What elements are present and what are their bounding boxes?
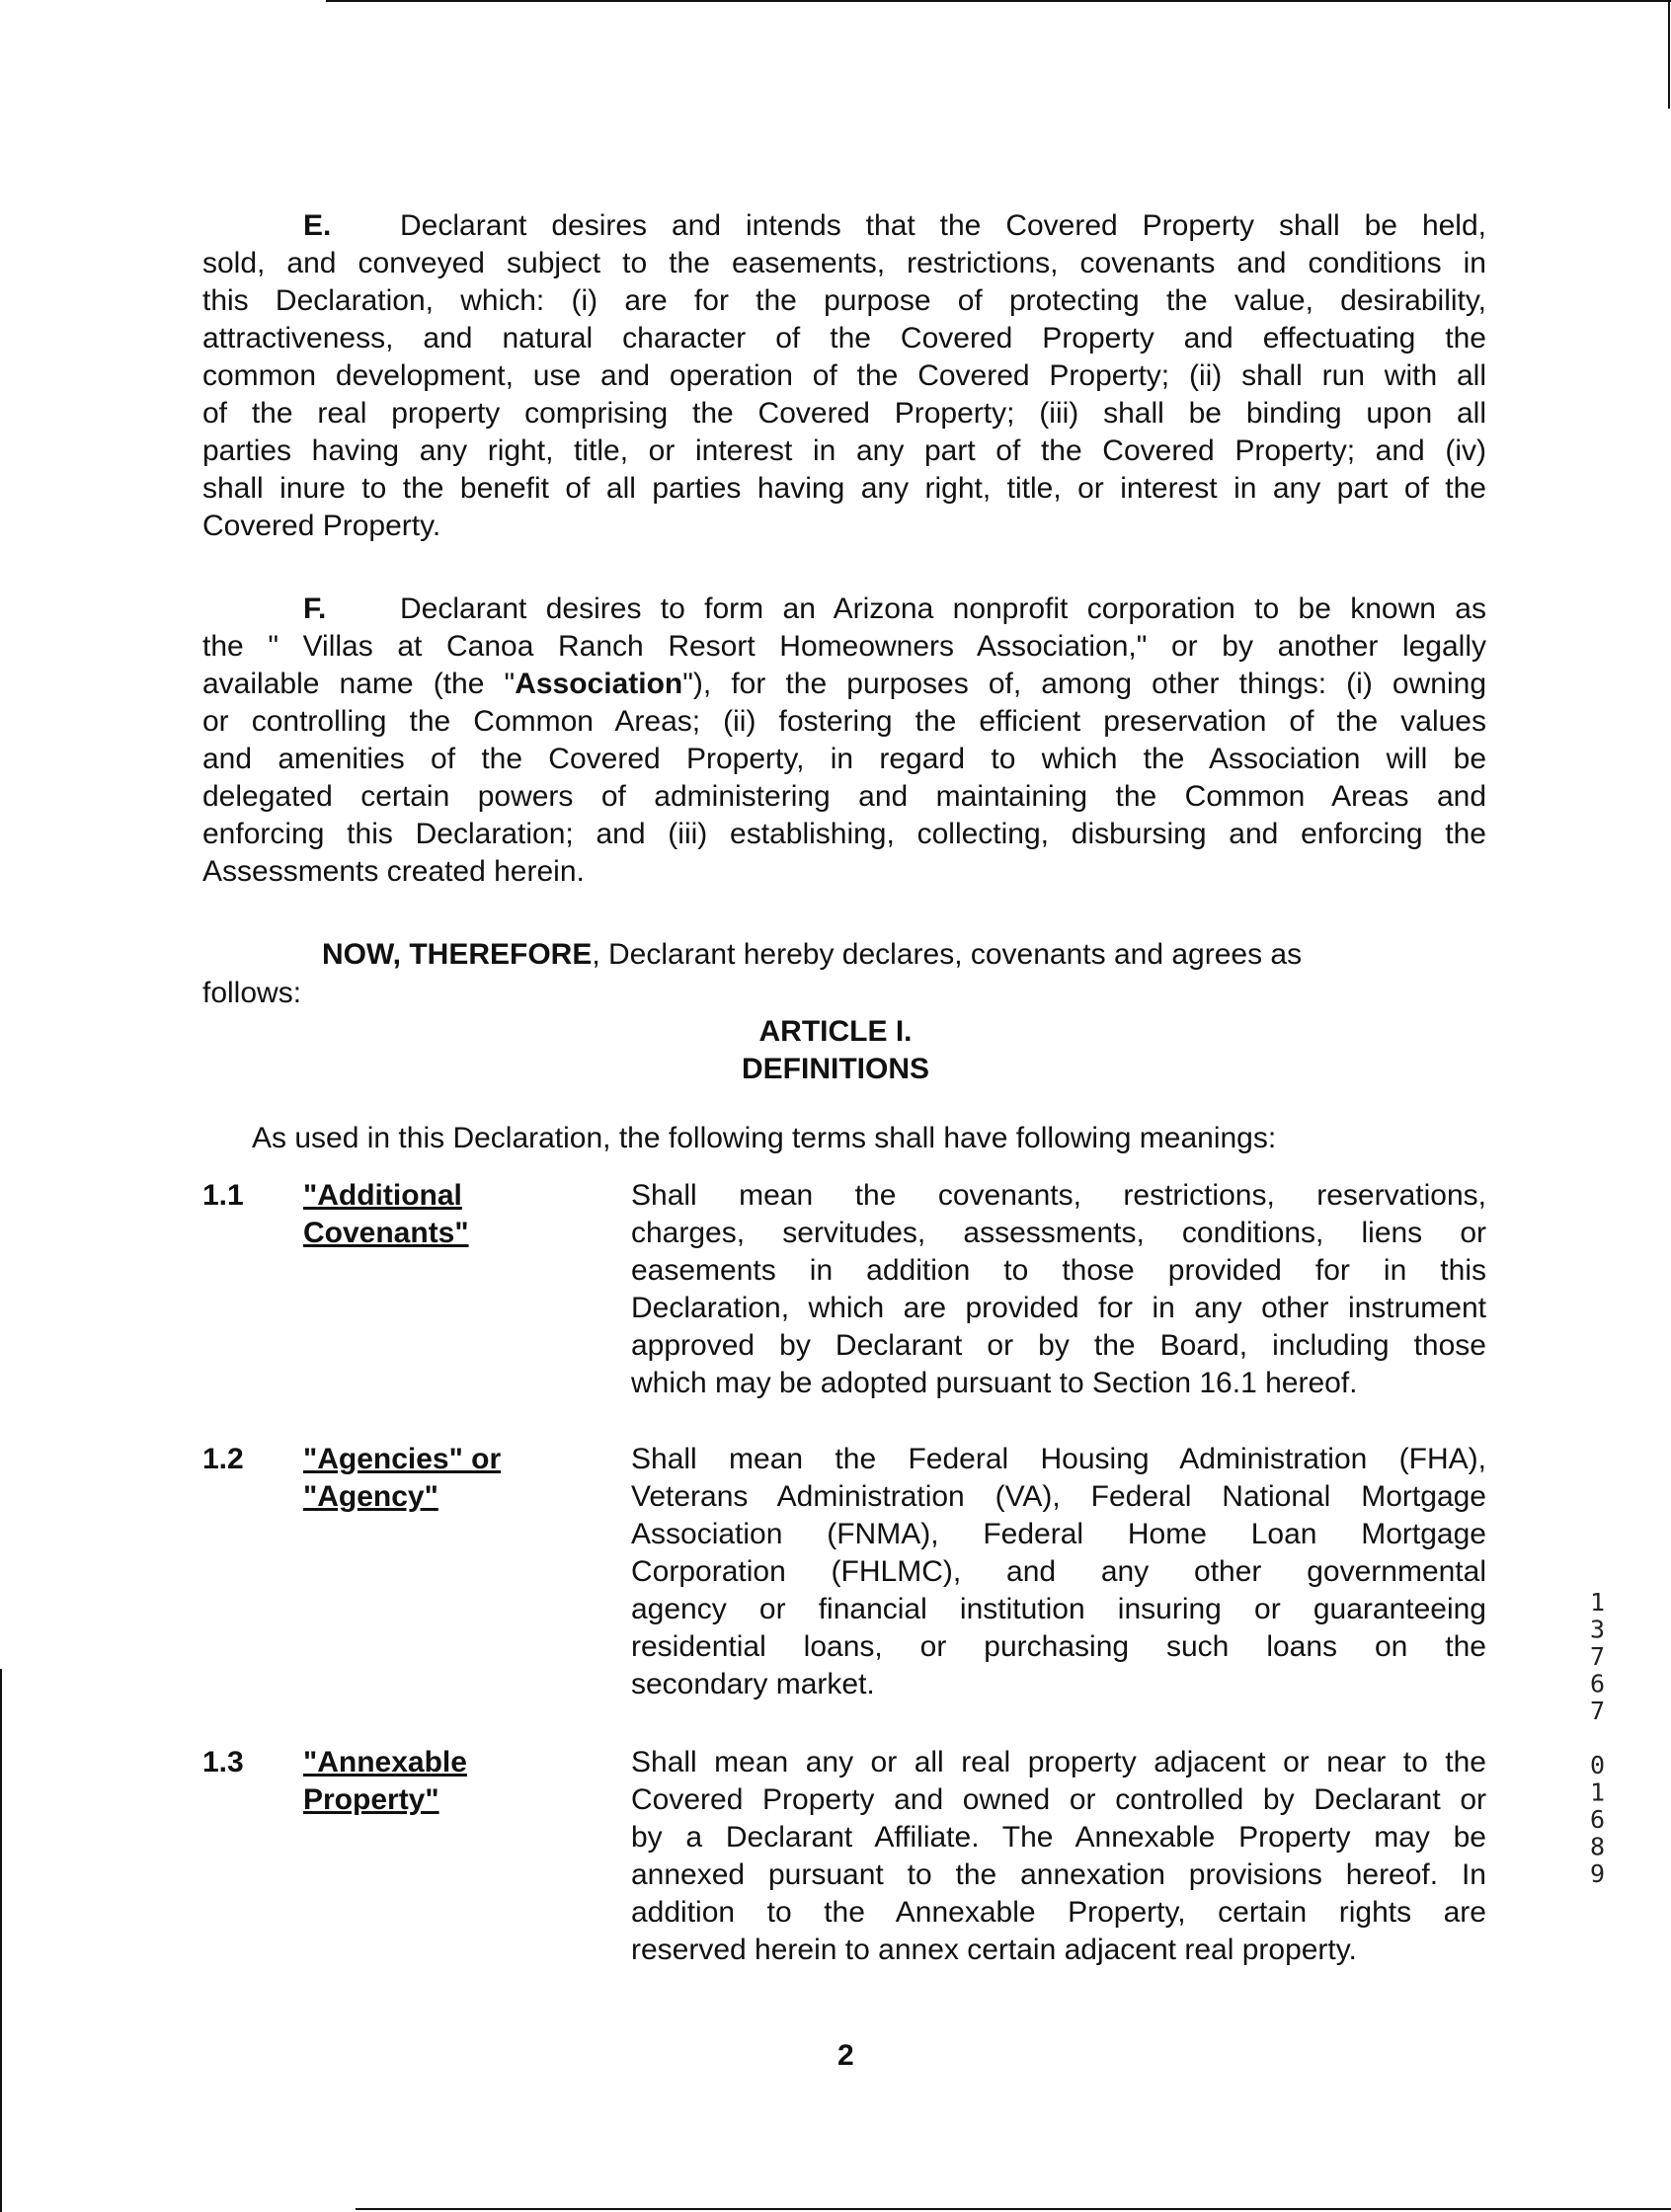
definition-line: residential loans, or purchasing such loans on the <box>631 1630 1486 1663</box>
right-border-line <box>1668 0 1670 109</box>
paragraph-line: parties having any right, title, or interest in any part of the Covered Property; and (iv) <box>202 434 1486 467</box>
definition-term-line: "Agency" <box>303 1480 438 1513</box>
definition-text <box>631 1441 1486 1703</box>
definition-line: addition to the Annexable Property, certain rights are <box>631 1896 1486 1929</box>
definition-term-line: "Agencies" or <box>303 1443 502 1475</box>
paragraph-label: E. <box>303 209 332 242</box>
definition-line: Veterans Administration (VA), Federal National Mortgage <box>631 1480 1486 1513</box>
definition-term <box>303 1744 467 1819</box>
paragraph-line: Covered Property. <box>202 510 441 542</box>
paragraph-line: of the real property comprising the Covered Property; (iii) shall be binding upon all <box>202 397 1486 430</box>
definition-line: Corporation (FHLMC), and any other governmental <box>631 1555 1486 1588</box>
paragraph-line: this Declaration, which: (i) are for the purpose of protecting the value, desirability, <box>202 284 1486 317</box>
bottom-border-line <box>356 2208 1671 2210</box>
page-number: 2 <box>837 2039 854 2072</box>
paragraph-line <box>202 207 1486 245</box>
paragraph-line: delegated certain powers of administering and maintaining the Common Areas and <box>202 780 1486 813</box>
definition-line: Shall mean the covenants, restrictions, reservations, <box>631 1179 1486 1212</box>
definition-text <box>631 1177 1486 1402</box>
article-title: DEFINITIONS <box>741 1053 929 1085</box>
paragraph-line: sold, and conveyed subject to the easements, restrictions, covenants and conditions in <box>202 247 1486 279</box>
now-therefore-line <box>322 936 1302 974</box>
now-therefore-bold: NOW, THEREFORE <box>322 938 593 971</box>
paragraph-line <box>202 591 1486 628</box>
definition-text <box>631 1744 1486 1969</box>
definition-term <box>303 1177 469 1252</box>
definition-line: Declaration, which are provided for in any other instrument <box>631 1292 1486 1324</box>
definition-line: Shall mean any or all real property adjacent or near to the <box>631 1746 1486 1778</box>
definition-line: Covered Property and owned or controlled by Declarant or <box>631 1783 1486 1816</box>
definition-line: approved by Declarant or by the Board, including those <box>631 1329 1486 1362</box>
paragraph-line: and amenities of the Covered Property, in regard to which the Association will be <box>202 743 1486 775</box>
now-therefore-text: , Declarant hereby declares, covenants and agrees as <box>592 938 1303 971</box>
article-number: ARTICLE I. <box>758 1015 913 1048</box>
definition-line: easements in addition to those provided for in this <box>631 1254 1486 1287</box>
left-border-line <box>0 1669 2 2212</box>
definition-line: secondary market. <box>631 1668 875 1700</box>
definition-term-line: Covenants" <box>303 1217 469 1249</box>
definition-line: agency or financial institution insuring or guaranteeing <box>631 1593 1486 1625</box>
paragraph-first-line-text: Declarant desires to form an Arizona nonprofit corporation to be known as <box>400 592 1486 625</box>
definition-number: 1.3 <box>202 1746 244 1778</box>
definition-line: reserved herein to annex certain adjacent real property. <box>631 1934 1357 1966</box>
paragraph-line: attractiveness, and natural character of the Covered Property and effectuating the <box>202 322 1486 355</box>
paragraph-line: shall inure to the benefit of all parties having any right, title, or interest in any part of the <box>202 472 1486 505</box>
paragraph-line: enforcing this Declaration; and (iii) establishing, collecting, disbursing and enforcing the <box>202 818 1486 850</box>
paragraph-first-line-text: Declarant desires and intends that the Covered Property shall be held, <box>400 209 1486 242</box>
definition-term-line: "Annexable <box>303 1746 467 1778</box>
now-therefore-continuation: follows: <box>202 977 302 1009</box>
paragraph-label: F. <box>303 592 327 625</box>
paragraph-line: the " Villas at Canoa Ranch Resort Homeowners Association," or by another legally <box>202 630 1486 663</box>
definition-line: Association (FNMA), Federal Home Loan Mortgage <box>631 1518 1486 1550</box>
top-border-line <box>326 0 1671 2</box>
definition-term-line: Property" <box>303 1783 439 1816</box>
paragraph-line: or controlling the Common Areas; (ii) fostering the efficient preservation of the values <box>202 705 1486 738</box>
recording-number: 13767 01689 <box>1583 1588 1612 1887</box>
definition-line: by a Declarant Affiliate. The Annexable Property may be <box>631 1821 1486 1854</box>
definition-term <box>303 1441 501 1516</box>
definition-number: 1.1 <box>202 1179 244 1212</box>
definition-line: Shall mean the Federal Housing Administration (FHA), <box>631 1443 1486 1475</box>
definition-number: 1.2 <box>202 1443 244 1475</box>
definition-line: which may be adopted pursuant to Section 16.1 hereof. <box>631 1367 1358 1399</box>
paragraph-e <box>202 207 1486 545</box>
paragraph-line: Assessments created herein. <box>202 855 585 888</box>
definition-term-line: "Additional <box>303 1179 462 1212</box>
definition-line: charges, servitudes, assessments, conditions, liens or <box>631 1217 1486 1249</box>
definitions-intro: As used in this Declaration, the following terms shall have following meanings: <box>252 1122 1277 1154</box>
definition-line: annexed pursuant to the annexation provisions hereof. In <box>631 1858 1486 1891</box>
paragraph-line: available name (the "Association"), for the purposes of, among other things: (i) owning <box>202 668 1487 700</box>
paragraph-line: common development, use and operation of the Covered Property; (ii) shall run with all <box>202 359 1486 392</box>
paragraph-f <box>202 591 1486 891</box>
